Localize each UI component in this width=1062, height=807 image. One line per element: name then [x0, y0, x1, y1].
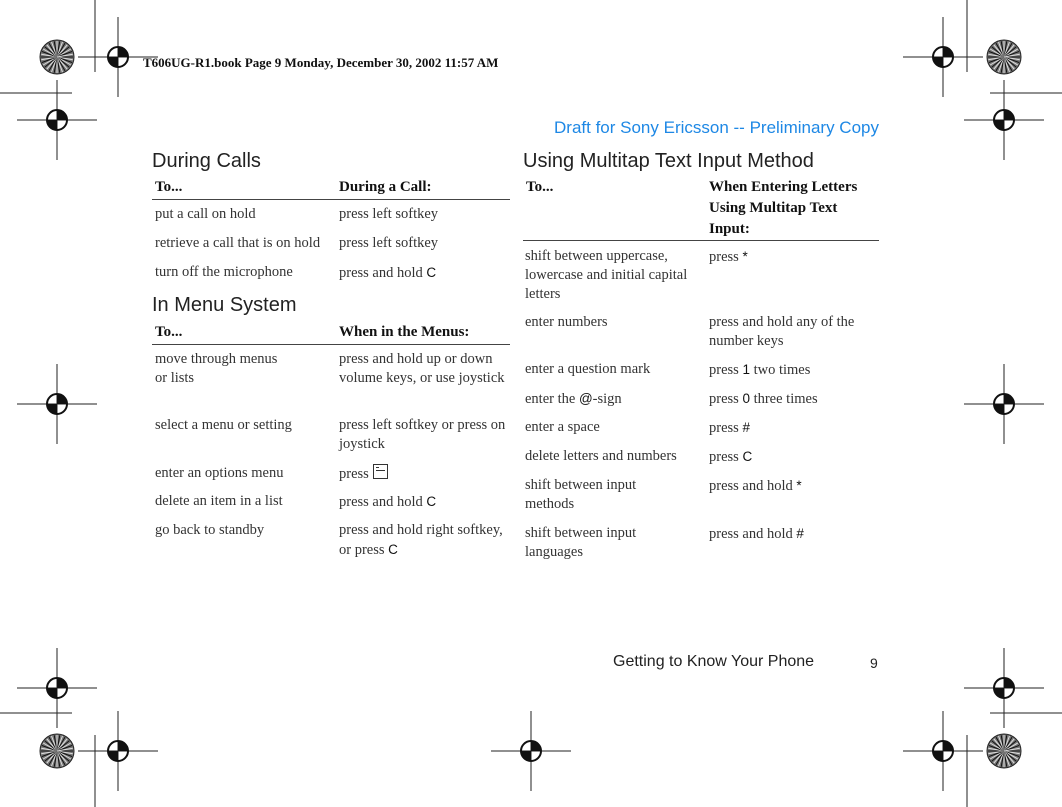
star-key: * — [796, 478, 802, 493]
table-row-action: press and hold right softkey, or press C — [339, 522, 503, 558]
starburst-registration-icon — [987, 40, 1021, 74]
c-key: C — [388, 542, 398, 557]
table-row-to: enter a space — [525, 419, 600, 435]
during-calls-rule — [152, 199, 510, 200]
footer-section: Getting to Know Your Phone — [613, 653, 815, 670]
crosshair-registration-icon — [903, 711, 983, 791]
page-number: 9 — [870, 655, 878, 671]
table-row-action: press # — [709, 420, 750, 436]
starburst-registration-icon — [987, 734, 1021, 768]
table-row-to: shift between input languages — [525, 525, 637, 560]
multitap-rule — [523, 240, 879, 241]
table-row-to: retrieve a call that is on hold — [155, 235, 321, 251]
crosshair-registration-icon — [17, 80, 97, 160]
table-row-action: press left softkey — [339, 235, 439, 251]
table-row-action: press and hold C — [339, 494, 437, 510]
table-row-to: enter a question mark — [525, 361, 651, 377]
table-row-to: delete an item in a list — [155, 493, 283, 509]
c-key: C — [742, 449, 753, 464]
crosshair-registration-icon — [17, 648, 97, 728]
table-row-to: enter the @-sign — [525, 391, 622, 407]
table-row-to: turn off the microphone — [155, 264, 293, 280]
table-row-action: press left softkey — [339, 206, 439, 222]
hash-key: # — [796, 526, 804, 541]
during-calls-title: During Calls — [152, 150, 261, 172]
crosshair-registration-icon — [491, 711, 571, 791]
table-row-action: press — [339, 464, 509, 484]
hash-key: # — [742, 420, 750, 435]
table-row-to: go back to standby — [155, 522, 265, 538]
table-row-to: enter an options menu — [155, 465, 284, 481]
table-row-action: press * — [709, 249, 748, 265]
crosshair-registration-icon — [964, 80, 1044, 160]
crosshair-registration-icon — [78, 711, 158, 791]
crosshair-registration-icon — [964, 364, 1044, 444]
table-row-to: select a menu or setting — [155, 417, 292, 433]
crosshair-registration-icon — [17, 364, 97, 444]
crosshair-registration-icon — [903, 17, 983, 97]
table-row-action: press 0 three times — [709, 391, 818, 407]
print-header: T606UG-R1.book Page 9 Monday, December 30, 2002 11:57 AM — [143, 55, 499, 70]
one-key: 1 — [742, 362, 750, 377]
c-key: C — [426, 494, 437, 509]
table-row-to: enter numbers — [525, 314, 608, 330]
table-row-action: press C — [709, 449, 753, 465]
menu-system-col-to: To... — [155, 324, 183, 340]
during-calls-col-to: To... — [155, 179, 183, 195]
at-key: @ — [578, 391, 593, 406]
options-key-icon — [373, 464, 388, 479]
table-row-action: press and hold C — [339, 265, 437, 281]
table-row-action: press left softkey or press on joystick — [339, 417, 506, 452]
menu-system-col-action: When in the Menus: — [339, 324, 470, 340]
table-row-to: delete letters and numbers — [525, 448, 677, 464]
zero-key: 0 — [742, 391, 750, 406]
starburst-registration-icon — [40, 40, 74, 74]
during-calls-col-action: During a Call: — [339, 179, 432, 195]
c-key: C — [426, 265, 437, 280]
starburst-registration-icon — [40, 734, 74, 768]
table-row-action: press and hold # — [709, 526, 804, 542]
menu-system-rule — [152, 344, 510, 345]
draft-notice: Draft for Sony Ericsson -- Preliminary Copy — [554, 118, 879, 137]
multitap-col-action: When Entering Letters Using Multitap Text Input: — [709, 179, 858, 237]
table-row-to: shift between input methods — [525, 477, 637, 512]
table-row-to: shift between uppercase, lowercase and initial capital letters — [525, 248, 688, 302]
table-row-to: move through menus or lists — [155, 351, 278, 386]
crosshair-registration-icon — [964, 648, 1044, 728]
table-row-action: press and hold up or down volume keys, or use joystick — [339, 351, 505, 386]
table-row-action: press 1 two times — [709, 362, 811, 378]
table-row-action: press and hold any of the number keys — [709, 314, 855, 349]
table-row-to: put a call on hold — [155, 206, 256, 222]
table-row-action: press and hold * — [709, 478, 802, 494]
star-key: * — [742, 249, 748, 264]
menu-system-title: In Menu System — [152, 294, 297, 316]
multitap-title: Using Multitap Text Input Method — [523, 150, 814, 172]
multitap-col-to: To... — [526, 179, 554, 195]
